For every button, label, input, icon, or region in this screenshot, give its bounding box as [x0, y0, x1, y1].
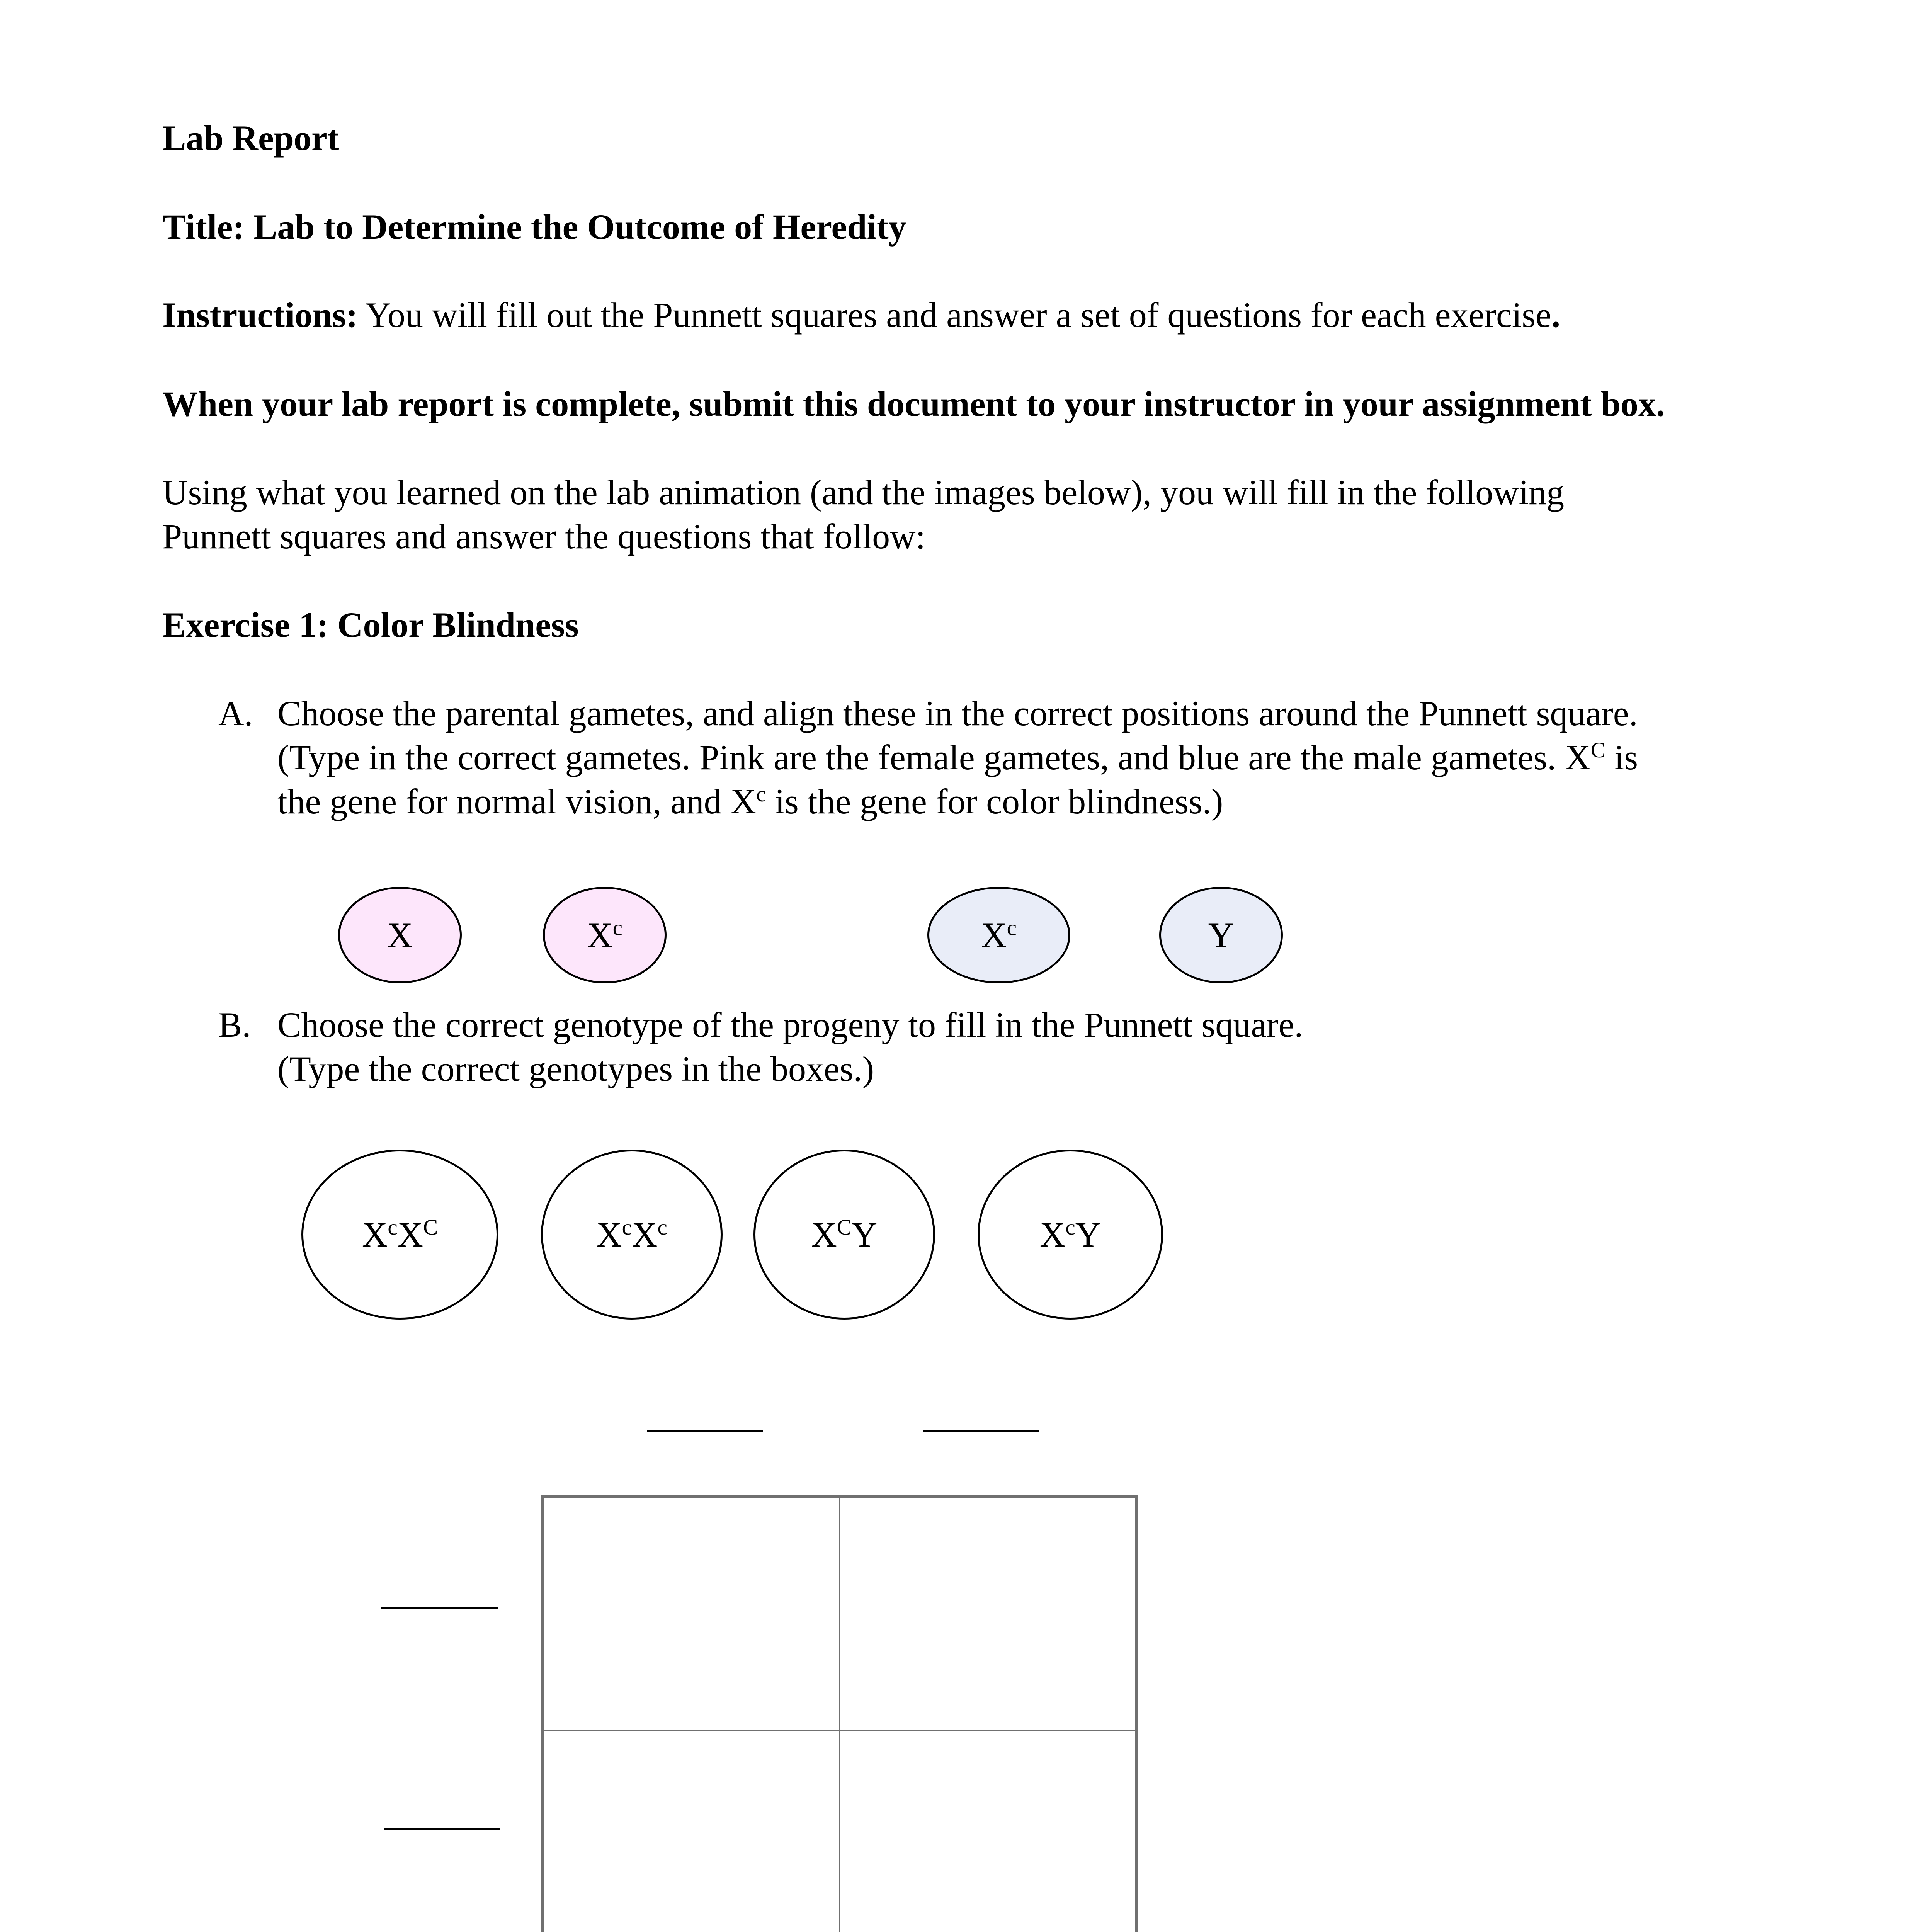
female-gamete-oval[interactable]: [543, 887, 667, 983]
page-heading: Lab Report: [162, 118, 339, 158]
genotype-oval[interactable]: [753, 1150, 935, 1320]
item-a-line-3-sup: c: [756, 782, 766, 806]
item-a-line-2: [277, 735, 1638, 779]
intro-line-2: Punnett squares and answer the questions that follow:: [162, 517, 926, 556]
side-gamete-blank[interactable]: [384, 1828, 500, 1830]
punnett-cell[interactable]: [543, 1497, 840, 1730]
punnett-cell[interactable]: [543, 1730, 840, 1932]
male-gamete-oval[interactable]: [927, 887, 1070, 983]
gamete-label: $X^c$: [587, 915, 622, 955]
punnett-cell[interactable]: [840, 1730, 1136, 1932]
side-gamete-blank[interactable]: [381, 1607, 498, 1609]
item-a-line-3-text: the gene for normal vision, and X: [277, 782, 757, 821]
gamete-label: Y: [1208, 915, 1234, 955]
genotype-oval[interactable]: [978, 1150, 1163, 1320]
instructions-label: Instructions:: [162, 295, 358, 335]
exercise-title: Exercise 1: Color Blindness: [162, 605, 579, 645]
item-b-marker: B.: [218, 1005, 251, 1044]
item-a-line-2-end: is: [1605, 738, 1638, 777]
gamete-label: $X^c$: [981, 915, 1017, 955]
genotype-label: $X^cY$: [1039, 1215, 1101, 1254]
item-b-line-2: (Type the correct genotypes in the boxes.): [277, 1049, 874, 1088]
top-gamete-blank[interactable]: [647, 1430, 763, 1432]
instructions-text: You will fill out the Punnett squares and answer a set of questions for each exercise: [365, 295, 1552, 335]
item-b-line-1: Choose the correct genotype of the progeny to fill in the Punnett square.: [277, 1005, 1303, 1044]
intro-line-1: Using what you learned on the lab animation (and the images below), you will fill in the following: [162, 473, 1565, 512]
instructions-period: .: [1551, 295, 1561, 335]
genotype-label: $X^cX^c$: [596, 1215, 667, 1254]
genotype-oval[interactable]: [541, 1150, 723, 1320]
punnett-cell[interactable]: [840, 1497, 1136, 1730]
item-a-line-3: [277, 779, 1223, 823]
male-gamete-oval[interactable]: [1159, 887, 1283, 983]
instructions-line: [162, 293, 1560, 337]
item-a-line-3-end: is the gene for color blindness.): [766, 782, 1223, 821]
female-gamete-oval[interactable]: [338, 887, 462, 983]
title-line: [162, 205, 906, 249]
submit-instruction: When your lab report is complete, submit this document to your instructor in your assignment box.: [162, 384, 1665, 423]
genotype-oval[interactable]: [301, 1150, 498, 1320]
gamete-label: X: [387, 915, 413, 955]
item-a-line-1: Choose the parental gametes, and align these in the correct positions around the Punnett square.: [277, 694, 1638, 733]
title-text: Lab to Determine the Outcome of Heredity: [253, 207, 906, 247]
item-a-line-2-text: (Type in the correct gametes. Pink are the female gametes, and blue are the male gametes. X: [277, 738, 1591, 777]
punnett-square: [541, 1495, 1138, 1932]
top-gamete-blank[interactable]: [923, 1430, 1039, 1432]
item-a-line-2-sup: C: [1590, 738, 1605, 762]
genotype-label: $X^CY$: [811, 1215, 878, 1254]
genotype-label: $X^cX^C$: [362, 1215, 438, 1254]
title-label: Title:: [162, 207, 245, 247]
item-a-marker: A.: [218, 694, 253, 733]
